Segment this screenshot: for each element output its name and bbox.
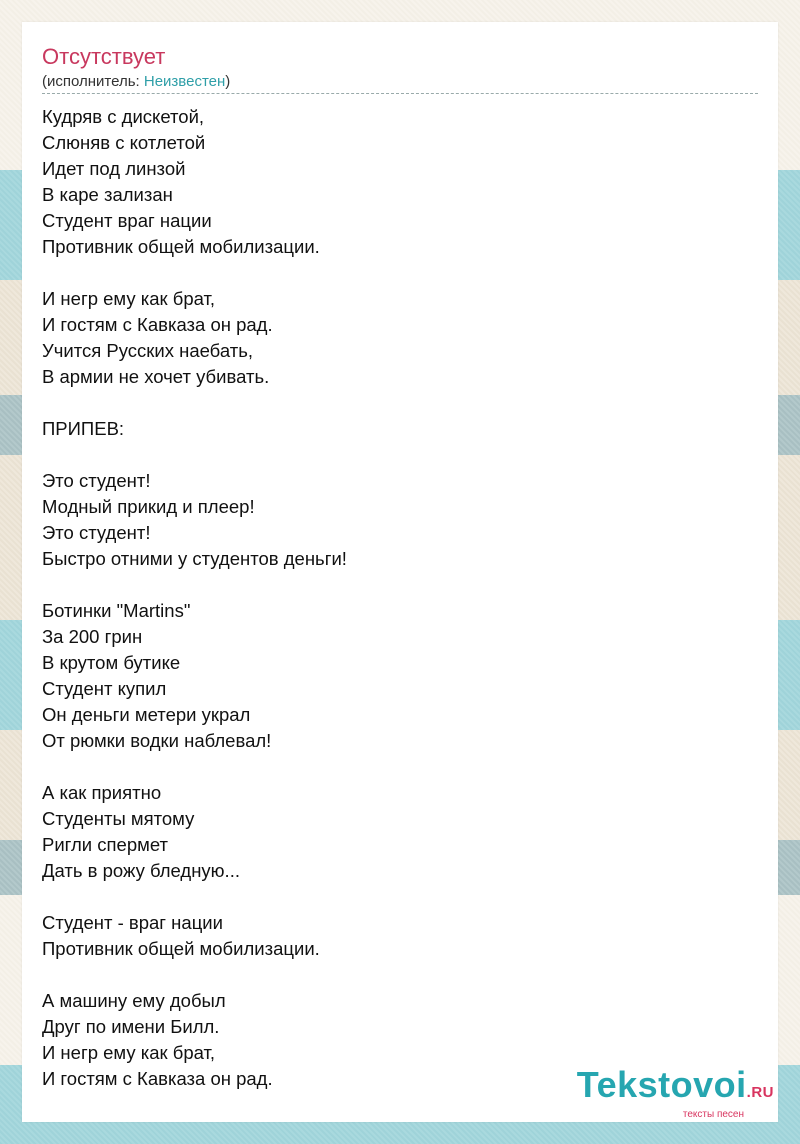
logo-brand: Tekstovoi: [576, 1064, 747, 1105]
site-logo: [576, 1064, 774, 1111]
lyric-line: Друг по имени Билл.: [42, 1016, 220, 1037]
lyric-line: Студент враг нации: [42, 210, 212, 231]
lyric-line: Противник общей мобилизации.: [42, 938, 320, 959]
lyric-line: Это студент!: [42, 522, 151, 543]
artist-link[interactable]: Неизвестен: [143, 73, 226, 90]
lyric-line: Кудряв с дискетой,: [42, 106, 205, 127]
lyric-blank-line: [42, 884, 758, 910]
lyric-line: В каре зализан: [42, 184, 173, 205]
lyric-line: Дать в рожу бледную...: [42, 860, 240, 881]
logo-tagline: тексты песен: [682, 1109, 744, 1120]
lyric-line: Быстро отними у студентов деньги!: [42, 548, 347, 569]
lyric-line: Ригли спермет: [42, 834, 168, 855]
artist-prefix: (исполнитель:: [42, 73, 144, 90]
lyric-line: За 200 грин: [42, 626, 143, 647]
artist-suffix: ): [225, 73, 231, 90]
lyric-blank-line: [42, 442, 758, 468]
lyric-line: В крутом бутике: [42, 652, 181, 673]
lyric-blank-line: [42, 962, 758, 988]
lyric-line: И негр ему как брат,: [42, 1042, 216, 1063]
lyrics-card: [22, 22, 778, 1122]
lyric-line: Модный прикид и плеер!: [42, 496, 255, 517]
lyric-line: И гостям с Кавказа он рад.: [42, 314, 273, 335]
lyric-line: Студент - враг нации: [42, 912, 223, 933]
artist-line: [42, 72, 230, 92]
lyric-blank-line: [42, 390, 758, 416]
lyric-line: Он деньги метери украл: [42, 704, 251, 725]
lyric-blank-line: [42, 260, 758, 286]
divider: [42, 93, 758, 94]
lyric-line: ПРИПЕВ:: [42, 418, 125, 439]
lyric-blank-line: [42, 754, 758, 780]
lyric-line: От рюмки водки наблевал!: [42, 730, 272, 751]
lyrics-body: [42, 104, 758, 1092]
lyric-line: Идет под линзой: [42, 158, 186, 179]
lyric-line: И негр ему как брат,: [42, 288, 216, 309]
lyric-line: И гостям с Кавказа он рад.: [42, 1068, 273, 1089]
lyric-line: Ботинки "Martins": [42, 600, 191, 621]
lyric-line: А как приятно: [42, 782, 162, 803]
logo-tld: .RU: [746, 1084, 774, 1101]
lyric-line: Противник общей мобилизации.: [42, 236, 320, 257]
lyric-line: Студент купил: [42, 678, 167, 699]
song-title: Отсутствует: [42, 44, 166, 69]
lyric-line: Студенты мятому: [42, 808, 195, 829]
site-watermark: [576, 1064, 774, 1120]
lyric-line: А машину ему добыл: [42, 990, 226, 1011]
lyric-blank-line: [42, 572, 758, 598]
lyric-line: В армии не хочет убивать.: [42, 366, 270, 387]
lyric-line: Это студент!: [42, 470, 151, 491]
lyric-line: Слюняв с котлетой: [42, 132, 206, 153]
lyric-line: Учится Русских наебать,: [42, 340, 253, 361]
